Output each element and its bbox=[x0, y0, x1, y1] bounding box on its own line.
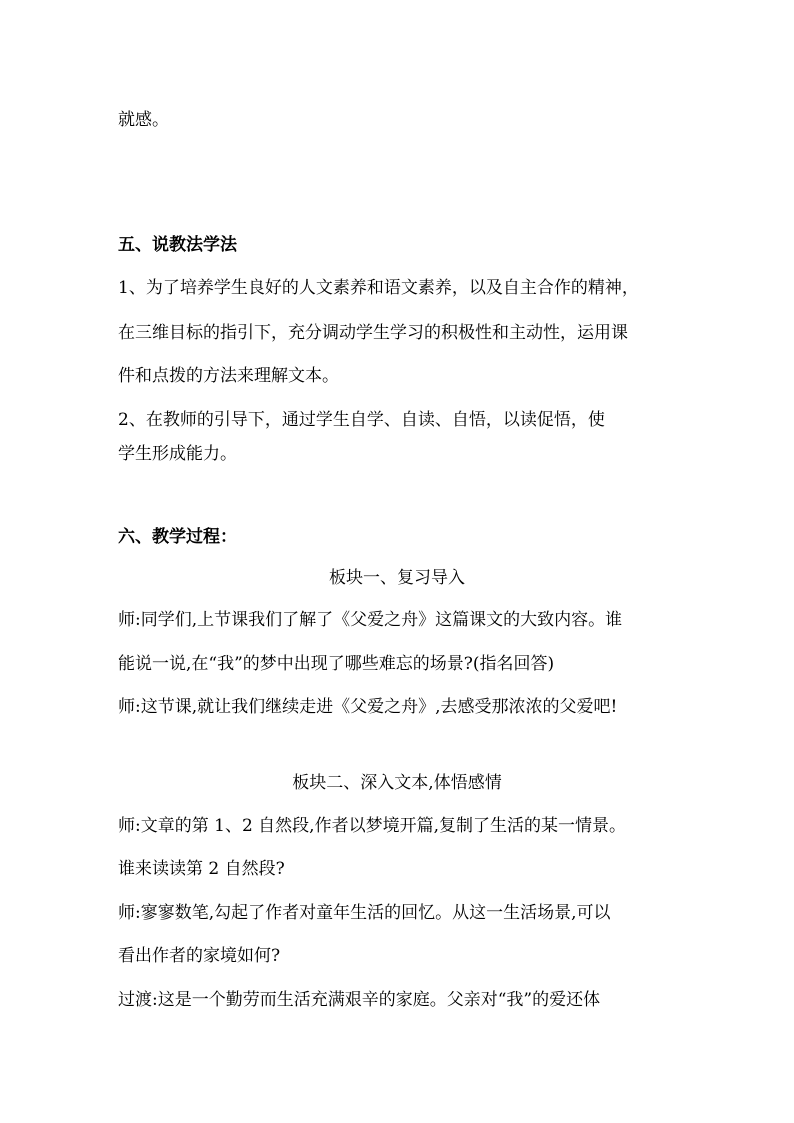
text-line: 师:同学们,上节课我们了解了《父爱之舟》这篇课文的大致内容。谁 bbox=[118, 610, 623, 630]
text-line: 件和点拨的方法来理解文本。 bbox=[118, 366, 339, 386]
text-line: 学生形成能力。 bbox=[118, 444, 237, 464]
block-title-review: 板块一、复习导入 bbox=[329, 568, 465, 588]
text-line: 师:寥寥数笔,勾起了作者对童年生活的回忆。从这一生活场景,可以 bbox=[118, 903, 611, 923]
text-line: 1、为了培养学生良好的人文素养和语文素养，以及自主合作的精神， bbox=[118, 278, 639, 298]
section-heading-process: 六、教学过程： bbox=[118, 527, 237, 547]
text-line: 谁来读读第 2 自然段? bbox=[118, 859, 285, 879]
text-line: 能说一说,在“我”的梦中出现了哪些难忘的场景?(指名回答) bbox=[118, 654, 555, 674]
text-line: 师:这节课,就让我们继续走进《父爱之舟》,去感受那浓浓的父爱吧! bbox=[118, 697, 618, 717]
text-line: 2、在教师的引导下，通过学生自学、自读、自悟，以读促悟，使 bbox=[118, 410, 605, 430]
text-line: 过渡:这是一个勤劳而生活充满艰辛的家庭。父亲对“我”的爱还体 bbox=[118, 990, 601, 1010]
text-line: 就感。 bbox=[118, 110, 169, 130]
text-line: 看出作者的家境如何? bbox=[118, 946, 281, 966]
text-line: 在三维目标的指引下，充分调动学生学习的积极性和主动性，运用课 bbox=[118, 323, 628, 343]
section-heading-methods: 五、说教法学法 bbox=[118, 235, 237, 255]
text-line: 师:文章的第 1、2 自然段,作者以梦境开篇,复制了生活的某一情景。 bbox=[118, 816, 626, 836]
block-title-deep-reading: 板块二、深入文本,体悟感情 bbox=[292, 773, 502, 793]
